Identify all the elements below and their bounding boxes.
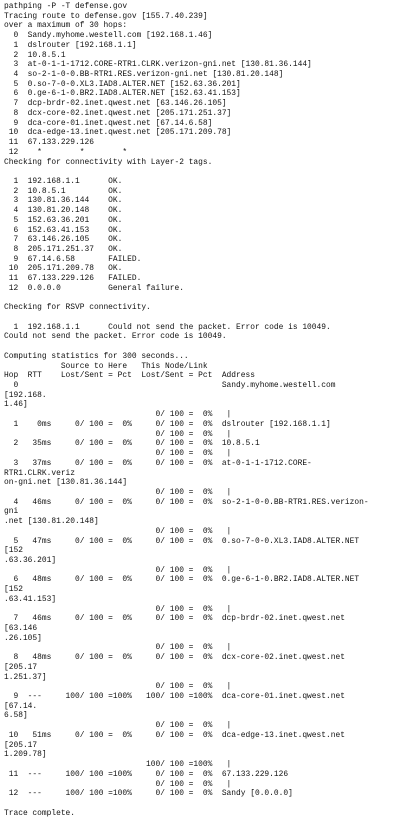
console-line [4,313,400,323]
console-line: 0/ 100 = 0% | [4,565,232,575]
console-line: RTR1.CLRK.veriz [4,468,76,478]
console-line: 1.46] [4,400,28,410]
console-line: over a maximum of 30 hops: [4,21,128,31]
console-line: 6 48ms 0/ 100 = 0% 0/ 100 = 0% 0.ge-6-1-0.BR2.IAD8.ALTER.NET [4,575,360,585]
console-line: 8 48ms 0/ 100 = 0% 0/ 100 = 0% dcx-core-02.inet.qwest.net [4,653,345,663]
console-line: 0 Sandy.myhome.westell.com [192.168.1.46] [4,31,213,41]
console-line: [152 [4,585,23,595]
console-line: 2 35ms 0/ 100 = 0% 0/ 100 = 0% 10.8.5.1 [4,439,260,449]
console-line: 1 0ms 0/ 100 = 0% 0/ 100 = 0% dslrouter [192.168.1.1] [4,419,331,429]
console-line: 8 205.171.251.37 OK. [4,244,123,254]
console-line: [192.168. [4,390,47,400]
console-line [4,799,400,809]
console-line: pathping -P -T defense.gov [4,2,128,11]
console-line: 12 * * * [4,147,128,157]
console-line: 0/ 100 = 0% | [4,429,232,439]
console-line: .63.36.201] [4,555,57,565]
console-line: Tracing route to defense.gov [155.7.40.239] [4,11,208,21]
console-line: 6 152.63.41.153 OK. [4,225,123,235]
console-line: 9 67.14.6.58 FAILED. [4,254,142,264]
console-line: 0/ 100 = 0% | [4,449,232,459]
console-line: 9 dca-core-01.inet.qwest.net [67.14.6.58] [4,118,213,128]
console-line: 4 130.81.20.148 OK. [4,206,123,216]
console-line: 9 --- 100/ 100 =100% 100/ 100 =100% dca-core-01.inet.qwest.net [4,692,345,702]
console-line: 5 47ms 0/ 100 = 0% 0/ 100 = 0% 0.so-7-0-0.XL3.IAD8.ALTER.NET [4,536,360,546]
console-line: 10 51ms 0/ 100 = 0% 0/ 100 = 0% dca-edge-13.inet.qwest.net [4,730,345,740]
console-line: Computing statistics for 300 seconds... [4,351,189,361]
console-line: 3 130.81.36.144 OK. [4,196,123,206]
console-line: 4 46ms 0/ 100 = 0% 0/ 100 = 0% so-2-1-0-0.BB-RTR1.RES.verizon- [4,497,369,507]
console-line: 3 37ms 0/ 100 = 0% 0/ 100 = 0% at-0-1-1-1712.CORE- [4,458,312,468]
console-line: 0/ 100 = 0% | [4,487,232,497]
console-line: Trace complete. [4,808,76,818]
console-line: 5 0.so-7-0-0.XL3.IAD8.ALTER.NET [152.63.36.201] [4,79,241,89]
console-line: 0/ 100 = 0% | [4,721,232,731]
console-line: 10 205.171.209.78 OK. [4,264,123,274]
console-line: Checking for connectivity with Layer-2 tags. [4,157,213,167]
console-line: 1 192.168.1.1 Could not send the packet. Error code is 10049. [4,322,331,332]
console-line: 3 at-0-1-1-1712.CORE-RTR1.CLRK.verizon-gni.net [130.81.36.144] [4,60,312,70]
console-line: on-gni.net [130.81.36.144] [4,478,128,488]
console-line: 100/ 100 =100% | [4,760,232,770]
console-line: 5 152.63.36.201 OK. [4,215,123,225]
console-line [4,342,400,352]
console-line: 12 --- 100/ 100 =100% 0/ 100 = 0% Sandy [0.0.0.0] [4,789,293,799]
console-line: 1 dslrouter [192.168.1.1] [4,40,137,50]
console-line: .26.105] [4,633,42,643]
console-line: 11 67.133.229.126 FAILED. [4,274,142,284]
console-line: 4 so-2-1-0-0.BB-RTR1.RES.verizon-gni.net [130.81.20.148] [4,70,284,80]
console-line: 2 10.8.5.1 OK. [4,186,123,196]
console-line: Checking for RSVP connectivity. [4,303,151,313]
console-line: 1.209.78] [4,750,47,760]
console-line [4,294,400,304]
console-line: .63.41.153] [4,594,57,604]
console-line: 8 dcx-core-02.inet.qwest.net [205.171.251.37] [4,108,232,118]
console-line: [152 [4,546,23,556]
console-line: 7 63.146.26.105 OK. [4,235,123,245]
console-line: 0/ 100 = 0% | [4,526,232,536]
console-line: [205.17 [4,740,38,750]
console-line: Could not send the packet. Error code is 10049. [4,332,227,342]
console-line: 7 dcp-brdr-02.inet.qwest.net [63.146.26.105] [4,99,227,109]
console-line: 6.58] [4,711,28,721]
console-line: 0/ 100 = 0% | [4,604,232,614]
console-line: [205.17 [4,662,38,672]
console-line [4,167,400,177]
console-line: 0/ 100 = 0% | [4,682,232,692]
console-line: 10 dca-edge-13.inet.qwest.net [205.171.209.78] [4,128,232,138]
console-line: 7 46ms 0/ 100 = 0% 0/ 100 = 0% dcp-brdr-02.inet.qwest.net [4,614,345,624]
console-line: 0/ 100 = 0% | [4,643,232,653]
console-line: Source to Here This Node/Link [4,361,208,371]
console-line: 0/ 100 = 0% | [4,410,232,420]
console-line: Hop RTT Lost/Sent = Pct Lost/Sent = Pct Address [4,371,255,381]
console-line: gni [4,507,19,517]
console-line: 12 0.0.0.0 General failure. [4,283,184,293]
console-line: 11 --- 100/ 100 =100% 0/ 100 = 0% 67.133.229.126 [4,769,289,779]
console-line: 6 0.ge-6-1-0.BR2.IAD8.ALTER.NET [152.63.41.153] [4,89,241,99]
console-line: 1.251.37] [4,672,47,682]
console-line: 2 10.8.5.1 [4,50,66,60]
console-line: 1 192.168.1.1 OK. [4,176,123,186]
console-line: [63.146 [4,624,38,633]
console-line: 0/ 100 = 0% | [4,779,232,789]
console-line: .net [130.81.20.148] [4,517,99,527]
console-line: 11 67.133.229.126 [4,138,94,148]
console-line: 0 Sandy.myhome.westell.com [4,381,336,391]
console-line: [67.14. [4,701,38,711]
